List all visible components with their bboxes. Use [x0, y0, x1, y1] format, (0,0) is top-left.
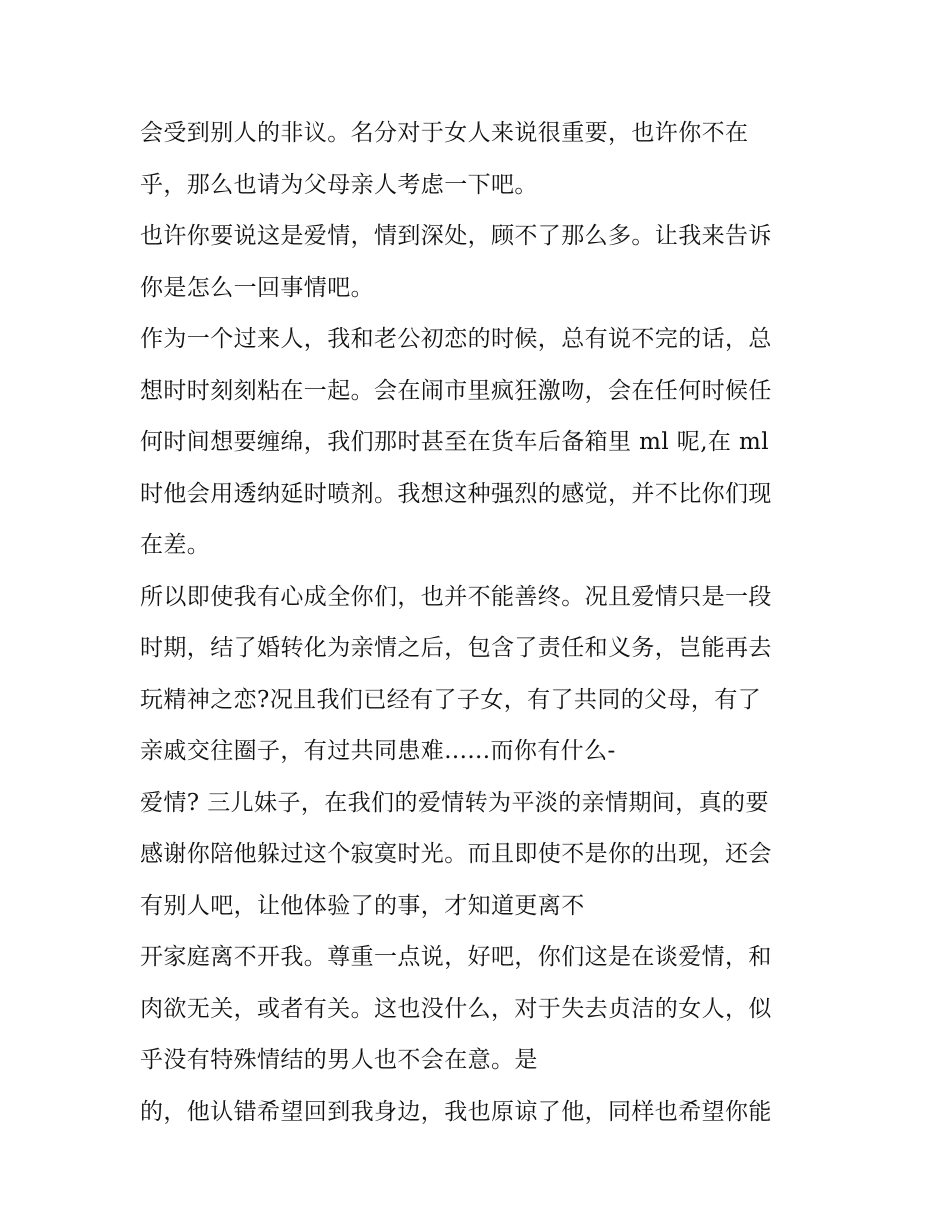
text-line: 玩精神之恋?况且我们已经有了子女，有了共同的父母，有了 [140, 686, 762, 713]
text-line: 乎没有特殊情结的男人也不会在意。是 [140, 1047, 538, 1073]
text-line: 也许你要说这是爱情，情到深处，顾不了那么多。让我来告诉 [140, 223, 772, 249]
body-text [140, 108, 820, 1138]
text-line: 爱情? 三儿妹子，在我们的爱情转为平淡的亲情期间，真的要 [140, 789, 769, 816]
text-line: 何时间想要缠绵，我们那时甚至在货车后备箱里 ml 呢,在 ml [140, 429, 769, 455]
text-line: 想时时刻刻粘在一起。会在闹市里疯狂激吻，会在任何时候任 [140, 377, 772, 404]
text-line: 你是怎么一回事情吧。 [140, 274, 374, 301]
text-line: 的，他认错希望回到我身边，我也原谅了他，同样也希望你能 [140, 1098, 772, 1125]
text-line: 感谢你陪他躲过这个寂寞时光。而且即使不是你的出现，还会 [140, 841, 772, 867]
text-line: 亲戚交往圈子，有过共同患难......而你有什么- [140, 738, 616, 764]
text-line: 有别人吧，让他体验了的事，才知道更离不 [140, 892, 585, 919]
text-line: 开家庭离不开我。尊重一点说，好吧，你们这是在谈爱情，和 [140, 944, 772, 970]
text-line: 作为一个过来人，我和老公初恋的时候，总有说不完的话，总 [140, 326, 772, 352]
text-line: 时他会用透纳延时喷剂。我想这种强烈的感觉，并不比你们现 [140, 480, 772, 507]
text-line: 会受到别人的非议。名分对于女人来说很重要，也许你不在 [140, 120, 749, 146]
text-line: 所以即使我有心成全你们，也并不能善终。况且爱情只是一段 [140, 583, 772, 610]
text-line: 肉欲无关，或者有关。这也没什么，对于失去贞洁的女人，似 [140, 995, 772, 1022]
text-line: 乎，那么也请为父母亲人考虑一下吧。 [140, 171, 538, 198]
text-line: 时期，结了婚转化为亲情之后，包含了责任和义务，岂能再去 [140, 635, 772, 661]
text-line: 在差。 [140, 532, 211, 558]
